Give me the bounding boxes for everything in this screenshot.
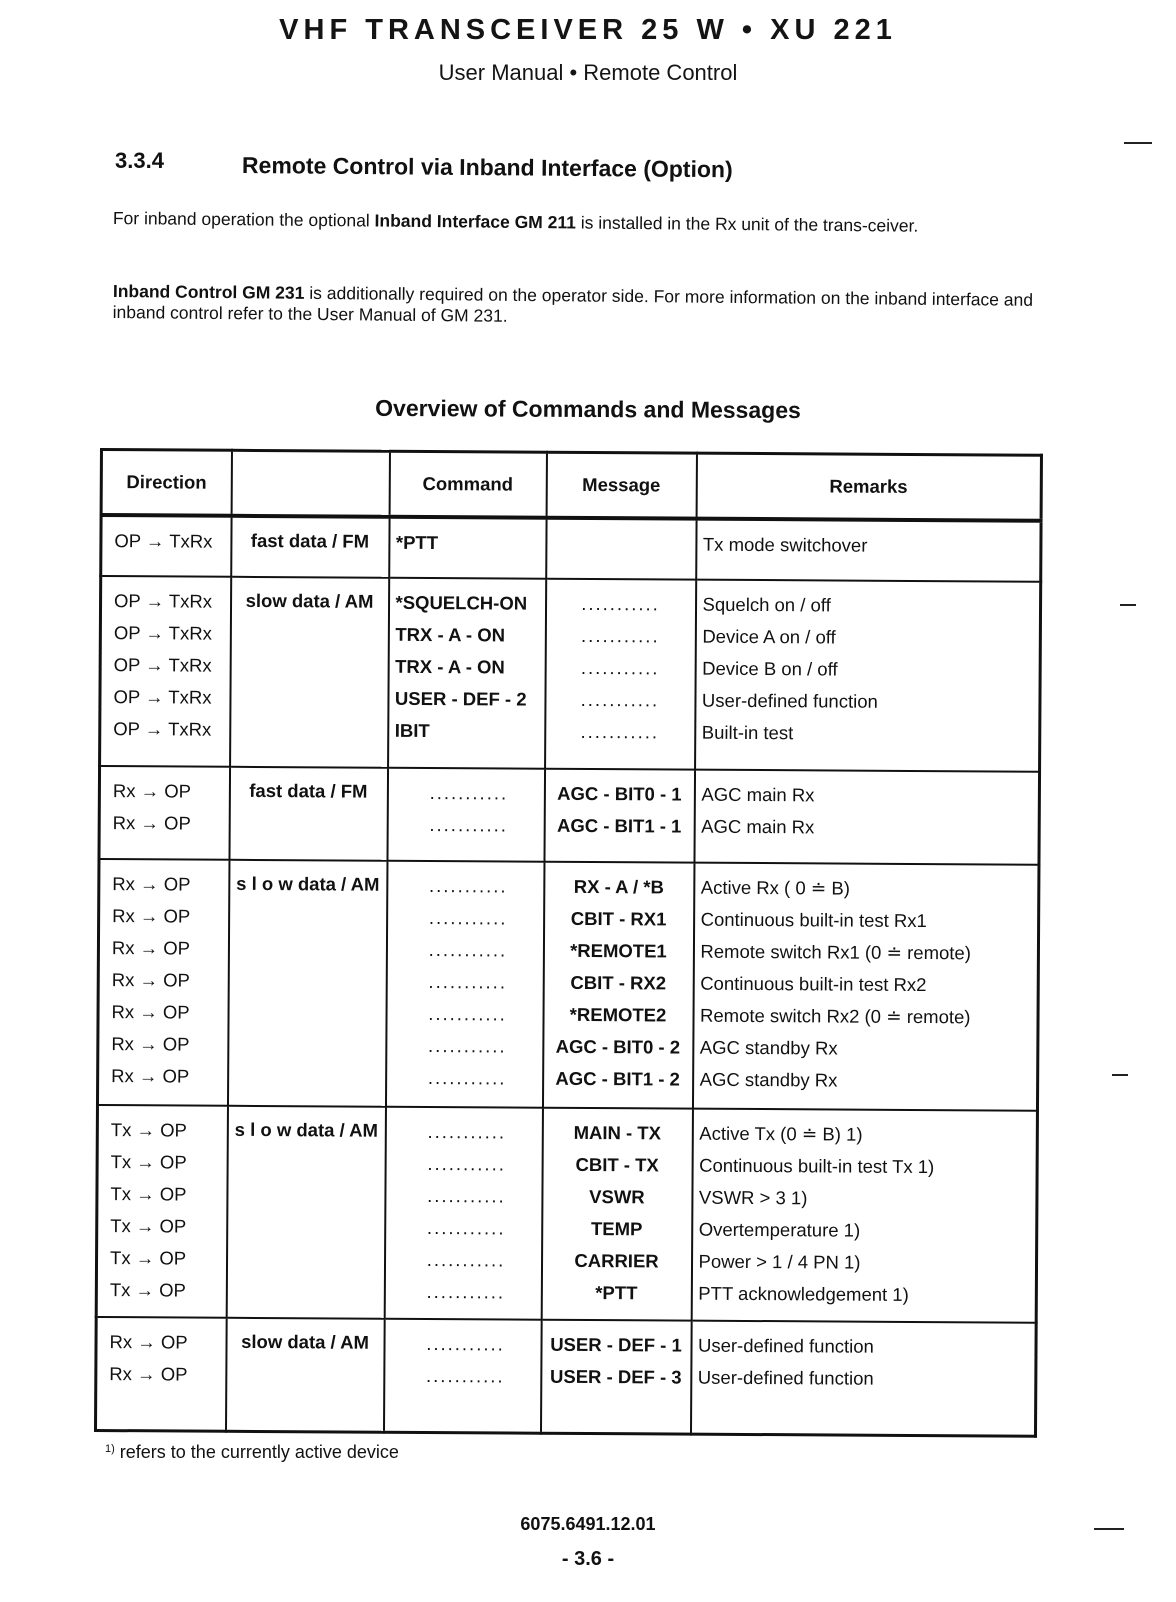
message-cell (540, 1320, 691, 1434)
page-header-subtitle: User Manual • Remote Control (438, 60, 738, 85)
command-cell-line: ........... (425, 1365, 505, 1387)
remarks-cell-line: User-defined function (701, 689, 878, 712)
section-number: 3.3.4 (115, 148, 164, 173)
message-cell-line: CBIT - RX1 (570, 907, 667, 930)
message-cell-line: CBIT - TX (575, 1154, 659, 1176)
remarks-cell-line: PTT acknowledgement 1) (698, 1282, 909, 1306)
direction-cell-line: Rx → OP (109, 1331, 188, 1353)
remarks-cell-line: Squelch on / off (702, 593, 831, 616)
table-row (100, 576, 1041, 772)
command-cell-line: ........... (428, 906, 508, 929)
direction-cell-line: Rx → OP (112, 872, 191, 895)
remarks-cell-line: Active Rx ( 0 ≐ B) (700, 876, 851, 899)
message-cell-line: RX - A / *B (573, 875, 664, 897)
message-cell-line: CBIT - RX2 (570, 971, 667, 994)
message-cell (544, 768, 695, 862)
remarks-cell-line: Active Tx (0 ≐ B) 1) (699, 1122, 863, 1145)
scan-mark (1120, 604, 1136, 606)
remarks-cell-line: Continuous built-in test Rx2 (700, 972, 927, 995)
command-cell (388, 577, 546, 768)
scan-mark (1112, 1074, 1128, 1076)
command-cell (389, 517, 546, 579)
table-header-row (101, 450, 1041, 521)
header-channel (231, 450, 389, 516)
direction-cell-line: Tx → OP (109, 1247, 187, 1269)
message-cell-line: USER - DEF - 3 (549, 1366, 682, 1388)
remarks-cell (696, 519, 1041, 582)
direction-cell-line: OP → TxRx (113, 653, 212, 676)
direction-cell-line: Rx → OP (111, 1032, 190, 1055)
remarks-cell-line: User-defined function (697, 1334, 874, 1358)
table-row (97, 859, 1038, 1111)
remarks-cell-line: Built-in test (701, 721, 794, 743)
direction-cell (100, 576, 231, 767)
footnote (105, 1442, 399, 1463)
command-cell-line: ........... (426, 1217, 506, 1239)
direction-cell-line: Rx → OP (111, 968, 190, 991)
direction-cell (95, 1317, 226, 1431)
command-cell (384, 1107, 542, 1320)
message-cell-line: AGC - BIT0 - 2 (555, 1035, 681, 1058)
direction-cell-line: OP → TxRx (113, 685, 212, 708)
channel-cell: s l o w data / AM (226, 1106, 385, 1319)
paragraph-bold-term: Inband Interface GM 211 (374, 210, 577, 233)
command-cell-line: IBIT (394, 719, 430, 741)
direction-cell-line: OP → TxRx (113, 621, 212, 644)
channel-cell: s l o w data / AM (227, 859, 387, 1107)
command-cell-line: TRX - A - ON (395, 655, 505, 678)
table-row (101, 515, 1041, 581)
commands-table (94, 448, 1043, 1438)
command-cell-line: ........... (428, 1002, 507, 1025)
direction-cell-line: Rx → OP (111, 1064, 190, 1087)
remarks-cell-line: Remote switch Rx1 (0 ≐ remote) (700, 940, 971, 963)
command-cell-line: ........... (426, 1249, 506, 1271)
message-cell-line: ........... (581, 624, 660, 647)
remarks-cell-line: User-defined function (697, 1366, 874, 1390)
message-cell-line: AGC - BIT0 - 1 (557, 782, 682, 805)
remarks-cell (694, 769, 1040, 864)
command-cell-line: *PTT (395, 531, 439, 554)
channel-cell: slow data / AM (230, 576, 389, 767)
command-cell-line: ........... (427, 1066, 507, 1089)
message-cell-line: MAIN - TX (573, 1122, 662, 1144)
direction-cell-line: Rx → OP (109, 1363, 188, 1385)
paragraph-inband-interface (113, 208, 1053, 238)
paragraph-text: is installed in the Rx unit of the trans-ceiver. (575, 212, 919, 236)
message-cell-line: USER - DEF - 1 (550, 1334, 682, 1356)
message-cell-line: AGC - BIT1 - 2 (555, 1067, 680, 1090)
remarks-cell-line: Device B on / off (702, 657, 838, 680)
message-cell-line: ........... (580, 720, 660, 743)
direction-cell (101, 515, 231, 576)
remarks-cell-line: VSWR > 3 1) (698, 1186, 808, 1209)
paragraph-inband-control (113, 281, 1053, 332)
direction-cell-line: OP → TxRx (114, 589, 213, 612)
remarks-cell (695, 579, 1041, 771)
table-title: Overview of Commands and Messages (375, 394, 801, 424)
command-cell (387, 767, 545, 861)
command-cell-line: ........... (426, 1333, 505, 1355)
message-cell-line: TEMP (590, 1218, 643, 1240)
message-cell-line: ........... (580, 656, 660, 679)
message-cell-line (547, 528, 695, 561)
direction-cell-line: OP → TxRx (114, 530, 213, 552)
remarks-cell-line: Remote switch Rx2 (0 ≐ remote) (699, 1004, 971, 1027)
message-cell-line: AGC - BIT1 - 1 (556, 814, 682, 837)
direction-cell-line: Rx → OP (111, 1000, 190, 1023)
message-cell-line: *REMOTE2 (569, 1003, 667, 1026)
page-number: - 3.6 - (561, 1548, 615, 1570)
remarks-cell-line: Power > 1 / 4 PN 1) (698, 1250, 861, 1273)
message-cell (546, 518, 696, 580)
direction-cell-line: Rx → OP (111, 936, 191, 959)
command-cell-line: ........... (427, 1185, 506, 1207)
table-row (95, 1317, 1036, 1436)
message-cell-line: ........... (580, 688, 660, 711)
channel-cell: slow data / AM (225, 1318, 384, 1432)
message-cell-line: CARRIER (574, 1250, 659, 1272)
direction-cell (97, 859, 229, 1106)
direction-cell-line: Rx → OP (112, 779, 192, 802)
command-cell-line: USER - DEF - 2 (394, 687, 527, 710)
direction-cell-line: Rx → OP (112, 811, 191, 834)
message-cell-line: ........... (581, 592, 660, 615)
header-message: Message (546, 452, 696, 518)
section-title: Remote Control via Inband Interface (Option) (241, 152, 733, 183)
remarks-cell-line: Continuous built-in test Rx1 (700, 908, 927, 931)
command-cell-line: ........... (429, 781, 509, 804)
document-number: 6075.6491.12.01 (520, 1514, 656, 1534)
paragraph-bold-term: Inband Control GM 231 (112, 281, 305, 303)
command-cell-line: ........... (428, 970, 508, 993)
header-remarks: Remarks (696, 453, 1041, 521)
command-cell-line: ........... (428, 938, 508, 961)
channel-cell: fast data / FM (231, 516, 389, 578)
commands-table-wrapper (94, 448, 1040, 1438)
scan-mark (1094, 1528, 1124, 1530)
remarks-cell-line: Tx mode switchover (702, 533, 868, 556)
scan-mark (1124, 142, 1152, 144)
command-cell-line: TRX - A - ON (395, 623, 506, 646)
paragraph-text: is additionally required on the operator side. For more information on the inband interface and inband control refer to the User Manual of GM 231. (112, 282, 1034, 326)
command-cell-line: ........... (428, 1034, 507, 1057)
page-header-title: VHF TRANSCEIVER 25 W • XU 221 (279, 14, 897, 46)
direction-cell-line: Tx → OP (110, 1151, 187, 1173)
message-cell-line: *PTT (595, 1282, 638, 1304)
remarks-cell-line: AGC standby Rx (699, 1068, 838, 1091)
remarks-cell-line: AGC main Rx (701, 783, 815, 805)
header-command: Command (389, 451, 546, 517)
paragraph-text: For inband operation the optional (112, 208, 375, 231)
message-cell-line: VSWR (589, 1186, 645, 1208)
direction-cell-line: Tx → OP (110, 1119, 187, 1141)
remarks-cell-line: AGC main Rx (701, 815, 815, 837)
remarks-cell (692, 862, 1038, 1111)
table-row (96, 1105, 1037, 1323)
channel-cell: fast data / FM (229, 766, 388, 860)
direction-cell (96, 1105, 227, 1318)
message-cell (542, 861, 694, 1108)
header-direction: Direction (101, 450, 231, 516)
remarks-cell-line: Overtemperature 1) (698, 1218, 861, 1241)
command-cell-line: ........... (427, 1153, 506, 1175)
remarks-cell (691, 1109, 1037, 1323)
message-cell (545, 578, 696, 769)
command-cell-line: ........... (427, 1121, 507, 1143)
command-cell-line: ........... (426, 1281, 506, 1303)
remarks-cell-line: AGC standby Rx (699, 1036, 838, 1059)
direction-cell-line: Tx → OP (110, 1183, 187, 1205)
remarks-cell-line: Device A on / off (702, 625, 836, 648)
message-cell (541, 1108, 692, 1321)
direction-cell (99, 766, 230, 860)
command-cell-line: ........... (429, 813, 509, 836)
direction-cell-line: Rx → OP (112, 904, 191, 927)
table-row (99, 766, 1040, 865)
command-cell (383, 1319, 541, 1433)
footnote-marker: 1) (105, 1443, 115, 1455)
command-cell-line: *SQUELCH-ON (395, 591, 528, 614)
direction-cell-line: Tx → OP (110, 1215, 187, 1237)
remarks-cell (690, 1321, 1036, 1436)
footnote-text: refers to the currently active device (114, 1442, 399, 1462)
remarks-cell-line: Continuous built-in test Tx 1) (699, 1154, 935, 1178)
command-cell-line: ........... (428, 874, 508, 897)
direction-cell-line: Tx → OP (109, 1279, 186, 1301)
message-cell-line: *REMOTE1 (570, 939, 667, 962)
command-cell (385, 860, 544, 1108)
direction-cell-line: OP → TxRx (113, 717, 212, 740)
